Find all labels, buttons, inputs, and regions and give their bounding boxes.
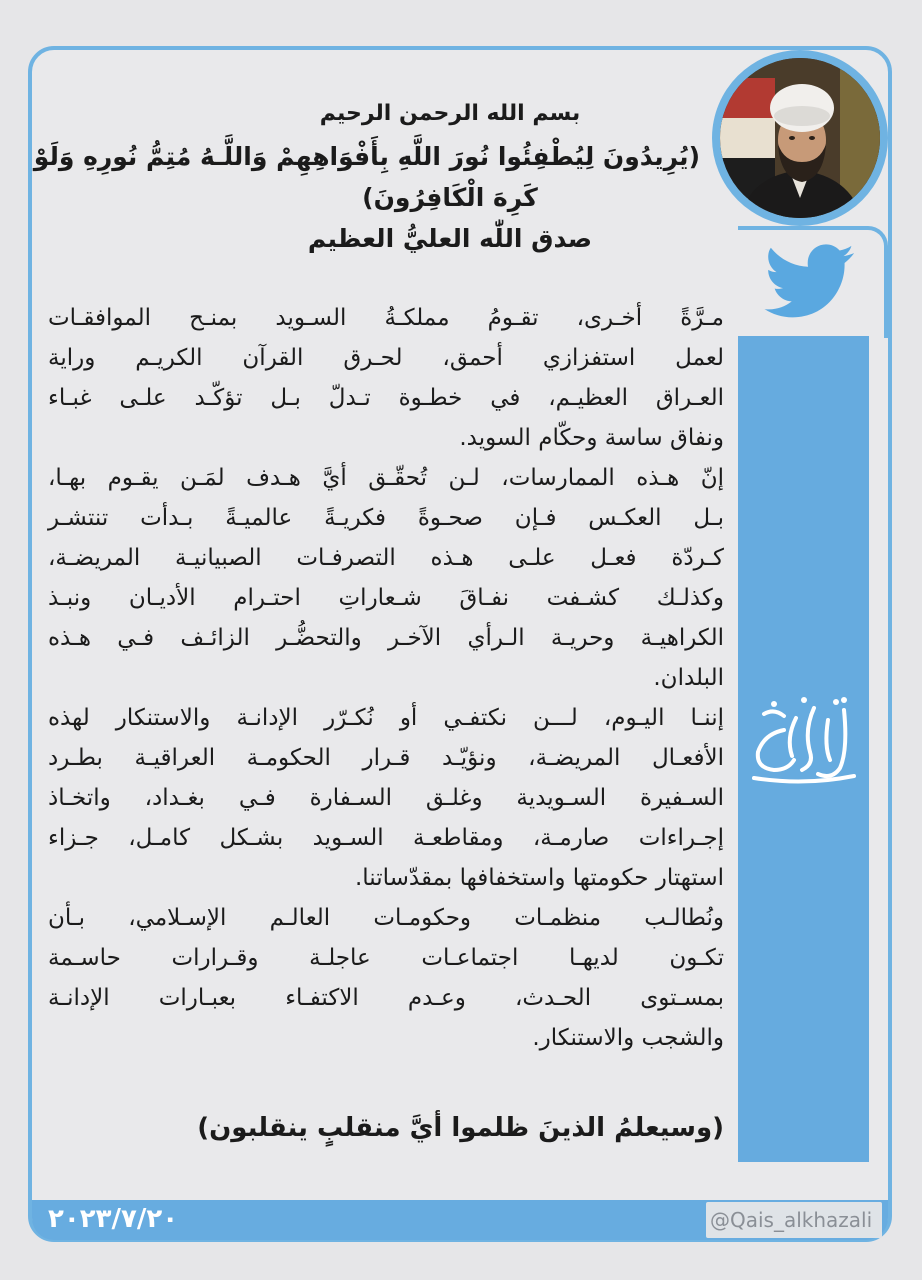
closing-formula: صدق اللّٰه العليُّ العظيم — [307, 224, 593, 253]
body-line: السـفيرة السـويدية وغلـق السـفارة فـي بغـداد، واتخـاذ — [48, 785, 724, 811]
body-line: إجـراءات صارمـة، ومقاطعـة السـويد بشـكل كامـل، جـزاء — [48, 825, 724, 851]
body-line: ونُطالـب منظمـات وحكومـات العالـم الإسـلامي، بـأن — [48, 905, 724, 931]
body-line: بمسـتوى الحـدث، وعـدم الاكتفـاء بعبـارات الإدانـة — [48, 985, 724, 1011]
closing-verse: (وسيعلمُ الذينَ ظلموا أيَّ منقلبٍ ينقلبون) — [197, 1113, 724, 1143]
body-line: كـردّة فعـل علـى هـذه التصرفـات الصبيانيـة المريضـة، — [48, 545, 724, 571]
post-date: ٢٠٢٣/٧/٢٠ — [48, 1204, 179, 1234]
verse-line-2: كَرِهَ الْكَافِرُونَ) — [362, 183, 538, 212]
header-block — [33, 94, 700, 262]
body-line: استهتار حكومتها واستخفافها بمقدّساتنا. — [354, 865, 724, 891]
body-line: تكـون لديهـا اجتماعـات عاجلـة وقـرارات حاسـمة — [48, 945, 724, 971]
calligraphy-signature-logo — [744, 690, 864, 790]
body-line: الكراهيـة وحريـة الـرأي الآخـر والتحضُّـر الزائـف فـي هـذه — [48, 625, 724, 651]
body-line: إننـا اليـوم، لـــن نكتفـي أو نُكـرّر الإدانـة والاستنكار لهذه — [48, 705, 724, 731]
body-line: إنّ هـذه الممارسات، لـن تُحقّـق أيَّ هـدف لمَـن يقـوم بهـا، — [48, 465, 724, 491]
body-line: الأفعـال المريضـة، ونؤيّـد قـرار الحكومـة العراقيـة بطـرد — [48, 745, 724, 771]
statement-body — [48, 298, 724, 1058]
body-line: ونفاق ساسة وحكّام السويد. — [459, 425, 724, 451]
profile-avatar — [712, 50, 888, 226]
body-line: لعمل استفزازي أحمق، لحـرق القرآن الكريـم وراية — [48, 345, 724, 371]
basmala: بسم الله الرحمن الرحيم — [319, 101, 581, 126]
body-line: وكذلـك كشـفت نفـاقَ شـعاراتِ احتـرام الأديـان ونبـذ — [48, 585, 724, 611]
body-line: البلدان. — [653, 665, 724, 691]
avatar-photo — [720, 58, 880, 218]
body-line: بـل العكـس فـإن صحـوةً فكريـةً عالميـةً بـدأت تنتشـر — [48, 505, 724, 531]
twitter-handle: @Qais_alkhazali — [706, 1202, 882, 1238]
verse-line-1: (يُرِيدُونَ لِيُطْفِئُوا نُورَ اللَّهِ بِأَفْوَاهِهِمْ وَاللَّـهُ مُتِمُّ نُورِهِ وَلَوْ — [33, 142, 700, 171]
body-line: مـرَّةً أخـرى، تقـومُ مملكـةُ السـويد بمنـح الموافقـات — [48, 305, 724, 331]
body-line: والشجب والاستنكار. — [532, 1025, 724, 1051]
twitter-bird-icon — [764, 244, 856, 320]
body-line: العـراق العظيـم، في خطـوة تـدلّ بـل تؤكّـد علـى غبـاء — [48, 385, 724, 411]
